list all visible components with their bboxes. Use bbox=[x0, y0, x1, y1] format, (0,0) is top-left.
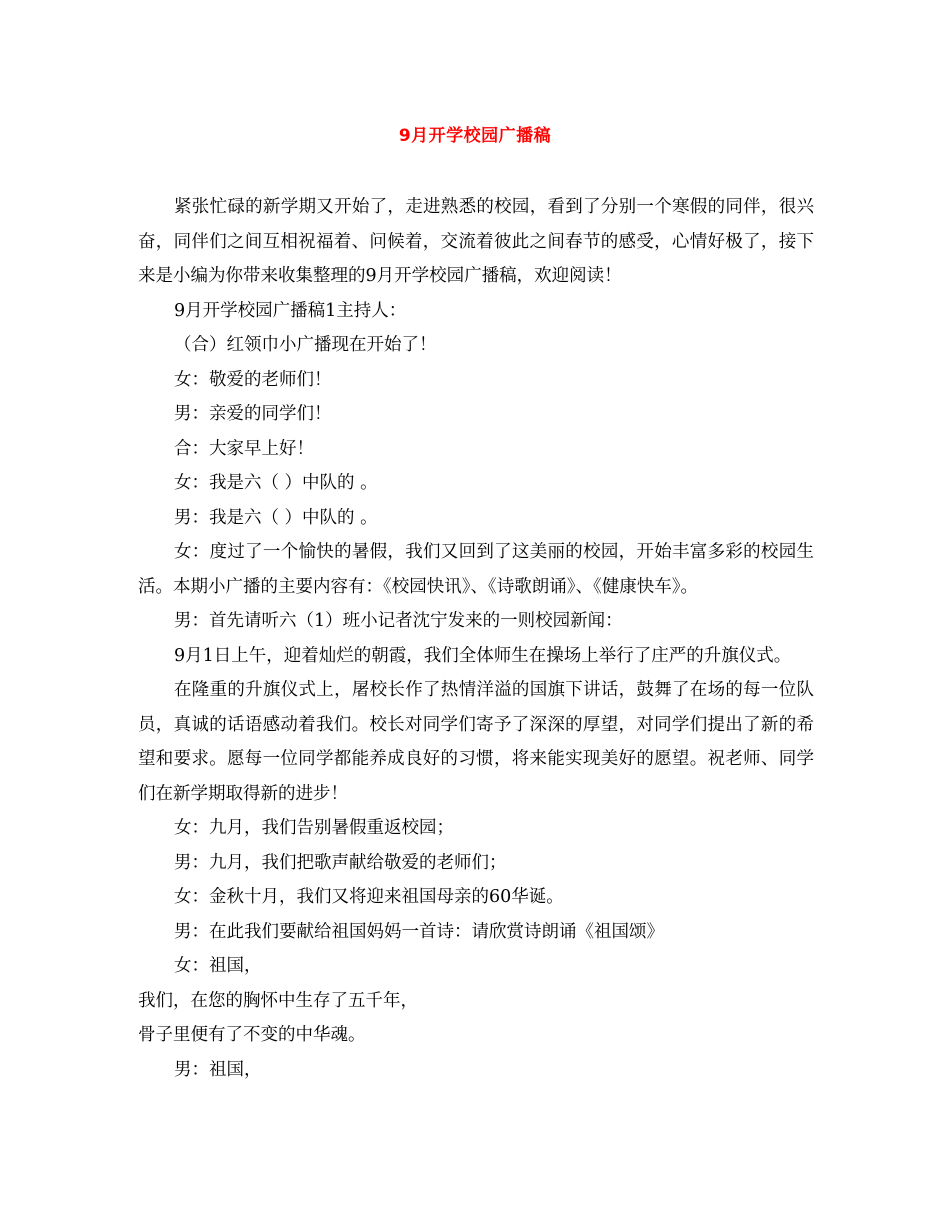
paragraph: 女：度过了一个愉快的暑假，我们又回到了这美丽的校园，开始丰富多彩的校园生活。本期小广播的主要内容有：《校园快讯》、《诗歌朗诵》、《健康快车》。 bbox=[138, 542, 814, 597]
paragraph: 女：敬爱的老师们！ bbox=[174, 369, 332, 390]
paragraph: 女：九月，我们告别暑假重返校园； bbox=[174, 818, 454, 838]
paragraph: 在隆重的升旗仪式上，屠校长作了热情洋溢的国旗下讲话，鼓舞了在场的每一位队员，真诚的话语感动着我们。校长对同学们寄予了深深的厚望，对同学们提出了新的希望和要求。愿每一位同学都能养成良好的习惯，将来能实现美好的愿望。祝老师、同学们在新学期取得新的进步！ bbox=[138, 680, 814, 804]
paragraph: 我们，在您的胸怀中生存了五千年， bbox=[138, 990, 418, 1011]
paragraph: 女：我是六（ ）中队的 。 bbox=[174, 473, 378, 493]
document-body bbox=[138, 190, 814, 1087]
paragraph: 女：金秋十月，我们又将迎来祖国母亲的60华诞。 bbox=[174, 887, 564, 907]
paragraph: 合：大家早上好！ bbox=[174, 438, 314, 459]
document-title: 9月开学校园广播稿 bbox=[398, 126, 552, 146]
paragraph: 骨子里便有了不变的中华魂。 bbox=[138, 1025, 366, 1045]
paragraph: 9月开学校园广播稿1主持人： bbox=[174, 300, 407, 321]
paragraph: 女：祖国， bbox=[174, 956, 262, 976]
paragraph: 男：祖国， bbox=[174, 1059, 262, 1080]
paragraph: 男：首先请听六（1）班小记者沈宁发来的一则校园新闻： bbox=[174, 611, 623, 631]
paragraph: 紧张忙碌的新学期又开始了，走进熟悉的校园，看到了分别一个寒假的同伴，很兴奋，同伴们之间互相祝福着、问候着，交流着彼此之间春节的感受，心情好极了，接下来是小编为你带来收集整理的9月开学校园广播稿，欢迎阅读！ bbox=[138, 197, 814, 286]
paragraph: 男：在此我们要献给祖国妈妈一首诗：请欣赏诗朗诵《祖国颂》 bbox=[174, 921, 664, 942]
paragraph: 男：我是六（ ）中队的 。 bbox=[174, 507, 378, 528]
paragraph: 男：九月，我们把歌声献给敬爱的老师们； bbox=[174, 852, 507, 873]
paragraph: （合）红领巾小广播现在开始了！ bbox=[174, 335, 437, 355]
paragraph: 9月1日上午，迎着灿烂的朝霞，我们全体师生在操场上举行了庄严的升旗仪式。 bbox=[174, 645, 792, 666]
paragraph: 男：亲爱的同学们！ bbox=[174, 404, 332, 424]
